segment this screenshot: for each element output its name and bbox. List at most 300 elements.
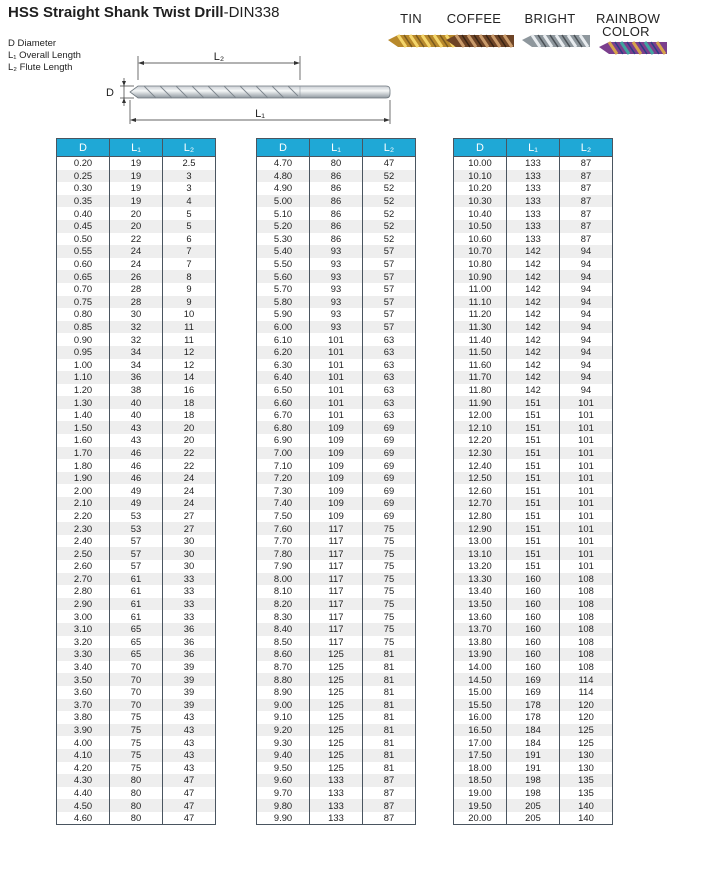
cell-overall-length: 117	[310, 610, 363, 623]
cell-flute-length: 20	[163, 421, 216, 434]
cell-overall-length: 133	[507, 182, 560, 195]
drill-diagram	[100, 50, 405, 130]
cell-flute-length: 101	[560, 472, 613, 485]
cell-flute-length: 43	[163, 749, 216, 762]
table-row	[57, 610, 216, 623]
cell-overall-length: 160	[507, 585, 560, 598]
cell-overall-length: 75	[110, 711, 163, 724]
cell-flute-length: 12	[163, 346, 216, 359]
cell-overall-length: 109	[310, 459, 363, 472]
cell-diameter: 9.90	[257, 812, 310, 825]
cell-overall-length: 65	[110, 623, 163, 636]
cell-diameter: 13.30	[454, 573, 507, 586]
cell-overall-length: 19	[110, 157, 163, 170]
table-row	[454, 736, 613, 749]
cell-diameter: 12.20	[454, 434, 507, 447]
cell-diameter: 10.70	[454, 245, 507, 258]
table-row	[454, 686, 613, 699]
table-row	[57, 359, 216, 372]
cell-diameter: 8.50	[257, 636, 310, 649]
cell-overall-length: 32	[110, 321, 163, 334]
cell-flute-length: 39	[163, 661, 216, 674]
cell-flute-length: 63	[363, 396, 416, 409]
cell-diameter: 5.50	[257, 258, 310, 271]
table-row	[454, 270, 613, 283]
cell-flute-length: 30	[163, 547, 216, 560]
cell-overall-length: 109	[310, 447, 363, 460]
cell-flute-length: 81	[363, 736, 416, 749]
table-row	[57, 535, 216, 548]
cell-flute-length: 12	[163, 359, 216, 372]
cell-overall-length: 86	[310, 195, 363, 208]
cell-diameter: 5.60	[257, 270, 310, 283]
table-row	[454, 195, 613, 208]
cell-overall-length: 133	[507, 170, 560, 183]
cell-diameter: 0.45	[57, 220, 110, 233]
table-row	[57, 787, 216, 800]
cell-diameter: 1.60	[57, 434, 110, 447]
label-l2: L₂	[213, 51, 225, 63]
header-l1: L₁	[507, 139, 560, 157]
cell-overall-length: 142	[507, 321, 560, 334]
cell-flute-length: 52	[363, 195, 416, 208]
table-row	[57, 497, 216, 510]
cell-diameter: 12.40	[454, 459, 507, 472]
table-row	[257, 359, 416, 372]
cell-overall-length: 86	[310, 182, 363, 195]
cell-overall-length: 133	[507, 207, 560, 220]
cell-diameter: 10.00	[454, 157, 507, 170]
table-row	[454, 799, 613, 812]
cell-diameter: 14.50	[454, 673, 507, 686]
table-row	[57, 573, 216, 586]
cell-diameter: 4.90	[257, 182, 310, 195]
cell-overall-length: 151	[507, 421, 560, 434]
cell-flute-length: 39	[163, 686, 216, 699]
cell-flute-length: 57	[363, 321, 416, 334]
cell-diameter: 18.00	[454, 762, 507, 775]
title-main: HSS Straight Shank Twist Drill	[8, 4, 224, 21]
cell-overall-length: 191	[507, 749, 560, 762]
table-row	[57, 409, 216, 422]
cell-diameter: 3.30	[57, 648, 110, 661]
cell-flute-length: 114	[560, 673, 613, 686]
label-l1: L₁	[255, 108, 265, 120]
cell-overall-length: 117	[310, 535, 363, 548]
cell-diameter: 5.80	[257, 296, 310, 309]
cell-diameter: 20.00	[454, 812, 507, 825]
header-d: D	[257, 139, 310, 157]
table-row	[57, 207, 216, 220]
cell-diameter: 0.85	[57, 321, 110, 334]
cell-flute-length: 81	[363, 711, 416, 724]
cell-flute-length: 20	[163, 434, 216, 447]
cell-overall-length: 101	[310, 384, 363, 397]
table-row	[57, 749, 216, 762]
cell-flute-length: 63	[363, 384, 416, 397]
cell-flute-length: 101	[560, 447, 613, 460]
cell-overall-length: 160	[507, 648, 560, 661]
table-row	[257, 321, 416, 334]
table-row	[257, 484, 416, 497]
finish-bright-label: BRIGHT	[524, 11, 576, 26]
table-row	[57, 195, 216, 208]
cell-diameter: 7.20	[257, 472, 310, 485]
cell-overall-length: 133	[310, 787, 363, 800]
table-row	[57, 484, 216, 497]
table-row	[57, 258, 216, 271]
cell-overall-length: 142	[507, 333, 560, 346]
cell-overall-length: 117	[310, 598, 363, 611]
cell-diameter: 4.20	[57, 762, 110, 775]
cell-diameter: 6.80	[257, 421, 310, 434]
table-row	[57, 459, 216, 472]
cell-flute-length: 69	[363, 421, 416, 434]
cell-flute-length: 33	[163, 585, 216, 598]
cell-flute-length: 94	[560, 359, 613, 372]
cell-diameter: 3.90	[57, 724, 110, 737]
cell-diameter: 13.50	[454, 598, 507, 611]
cell-overall-length: 133	[310, 812, 363, 825]
cell-overall-length: 117	[310, 623, 363, 636]
cell-diameter: 6.40	[257, 371, 310, 384]
table-row	[257, 673, 416, 686]
cell-overall-length: 169	[507, 686, 560, 699]
cell-diameter: 3.50	[57, 673, 110, 686]
cell-diameter: 4.80	[257, 170, 310, 183]
cell-overall-length: 61	[110, 573, 163, 586]
cell-flute-length: 108	[560, 585, 613, 598]
cell-flute-length: 87	[560, 220, 613, 233]
cell-flute-length: 87	[363, 799, 416, 812]
table-row	[454, 258, 613, 271]
table-row	[257, 699, 416, 712]
cell-flute-length: 69	[363, 459, 416, 472]
cell-diameter: 13.90	[454, 648, 507, 661]
header-l2: L₂	[560, 139, 613, 157]
cell-overall-length: 80	[310, 157, 363, 170]
cell-flute-length: 11	[163, 333, 216, 346]
table-row	[257, 736, 416, 749]
header-l2: L₂	[163, 139, 216, 157]
cell-diameter: 1.90	[57, 472, 110, 485]
cell-diameter: 12.30	[454, 447, 507, 460]
cell-flute-length: 22	[163, 447, 216, 460]
cell-flute-length: 135	[560, 774, 613, 787]
table-row	[57, 447, 216, 460]
table-row	[454, 535, 613, 548]
cell-overall-length: 133	[507, 157, 560, 170]
table-row	[257, 510, 416, 523]
cell-flute-length: 101	[560, 484, 613, 497]
table-row	[454, 547, 613, 560]
finish-rainbow	[596, 12, 670, 58]
cell-flute-length: 94	[560, 296, 613, 309]
cell-diameter: 2.00	[57, 484, 110, 497]
cell-diameter: 10.30	[454, 195, 507, 208]
cell-overall-length: 70	[110, 661, 163, 674]
table-row	[454, 245, 613, 258]
table-row	[57, 636, 216, 649]
cell-flute-length: 33	[163, 610, 216, 623]
cell-overall-length: 142	[507, 359, 560, 372]
cell-flute-length: 8	[163, 270, 216, 283]
table-row	[257, 812, 416, 825]
cell-flute-length: 75	[363, 623, 416, 636]
cell-overall-length: 75	[110, 749, 163, 762]
cell-diameter: 1.40	[57, 409, 110, 422]
cell-flute-length: 57	[363, 258, 416, 271]
table-row	[454, 333, 613, 346]
table-row	[257, 610, 416, 623]
cell-diameter: 8.80	[257, 673, 310, 686]
cell-diameter: 13.60	[454, 610, 507, 623]
table-row	[454, 308, 613, 321]
cell-flute-length: 18	[163, 396, 216, 409]
cell-flute-length: 101	[560, 522, 613, 535]
table-row	[454, 321, 613, 334]
table-row	[257, 245, 416, 258]
table-row	[57, 673, 216, 686]
cell-diameter: 1.20	[57, 384, 110, 397]
cell-overall-length: 205	[507, 799, 560, 812]
table-row	[454, 346, 613, 359]
cell-overall-length: 80	[110, 799, 163, 812]
cell-diameter: 11.10	[454, 296, 507, 309]
cell-diameter: 3.80	[57, 711, 110, 724]
cell-flute-length: 87	[363, 787, 416, 800]
cell-overall-length: 61	[110, 598, 163, 611]
table-row	[454, 711, 613, 724]
cell-diameter: 9.80	[257, 799, 310, 812]
cell-diameter: 8.40	[257, 623, 310, 636]
table-row	[57, 384, 216, 397]
table-row	[257, 459, 416, 472]
cell-overall-length: 160	[507, 598, 560, 611]
table-row	[57, 283, 216, 296]
cell-flute-length: 63	[363, 333, 416, 346]
table-row	[257, 182, 416, 195]
cell-flute-length: 75	[363, 547, 416, 560]
cell-flute-length: 52	[363, 233, 416, 246]
table-row	[257, 308, 416, 321]
cell-flute-length: 36	[163, 648, 216, 661]
cell-diameter: 9.60	[257, 774, 310, 787]
table-row	[257, 296, 416, 309]
cell-overall-length: 65	[110, 636, 163, 649]
cell-overall-length: 142	[507, 270, 560, 283]
cell-overall-length: 61	[110, 585, 163, 598]
cell-overall-length: 20	[110, 207, 163, 220]
cell-overall-length: 34	[110, 346, 163, 359]
header-d: D	[454, 139, 507, 157]
cell-overall-length: 142	[507, 283, 560, 296]
cell-diameter: 11.40	[454, 333, 507, 346]
cell-flute-length: 57	[363, 245, 416, 258]
cell-flute-length: 30	[163, 560, 216, 573]
cell-diameter: 2.30	[57, 522, 110, 535]
cell-overall-length: 40	[110, 396, 163, 409]
cell-flute-length: 140	[560, 812, 613, 825]
table-row	[454, 598, 613, 611]
cell-overall-length: 40	[110, 409, 163, 422]
cell-overall-length: 101	[310, 396, 363, 409]
cell-diameter: 1.10	[57, 371, 110, 384]
cell-overall-length: 19	[110, 182, 163, 195]
cell-overall-length: 151	[507, 447, 560, 460]
cell-flute-length: 87	[560, 195, 613, 208]
cell-flute-length: 94	[560, 346, 613, 359]
table-row	[454, 434, 613, 447]
table-row	[454, 371, 613, 384]
cell-flute-length: 81	[363, 661, 416, 674]
cell-overall-length: 151	[507, 510, 560, 523]
table-row	[454, 220, 613, 233]
cell-overall-length: 125	[310, 661, 363, 674]
cell-diameter: 13.40	[454, 585, 507, 598]
table-row	[57, 736, 216, 749]
cell-overall-length: 101	[310, 371, 363, 384]
table-row	[257, 522, 416, 535]
cell-overall-length: 28	[110, 296, 163, 309]
table-header-row	[57, 139, 216, 157]
table-row	[257, 724, 416, 737]
cell-overall-length: 151	[507, 522, 560, 535]
cell-overall-length: 101	[310, 359, 363, 372]
cell-diameter: 4.10	[57, 749, 110, 762]
table-row	[257, 270, 416, 283]
table-row	[57, 233, 216, 246]
cell-overall-length: 70	[110, 673, 163, 686]
cell-flute-length: 63	[363, 371, 416, 384]
cell-flute-length: 81	[363, 699, 416, 712]
cell-flute-length: 81	[363, 686, 416, 699]
table-row	[257, 421, 416, 434]
table-row	[257, 799, 416, 812]
cell-overall-length: 125	[310, 762, 363, 775]
cell-overall-length: 133	[507, 195, 560, 208]
table-row	[454, 724, 613, 737]
cell-diameter: 12.90	[454, 522, 507, 535]
cell-flute-length: 87	[560, 157, 613, 170]
cell-diameter: 0.65	[57, 270, 110, 283]
table-row	[257, 472, 416, 485]
table-row	[454, 787, 613, 800]
cell-overall-length: 109	[310, 484, 363, 497]
cell-flute-length: 87	[560, 207, 613, 220]
cell-flute-length: 43	[163, 736, 216, 749]
cell-flute-length: 108	[560, 648, 613, 661]
cell-diameter: 10.90	[454, 270, 507, 283]
cell-flute-length: 16	[163, 384, 216, 397]
cell-diameter: 6.60	[257, 396, 310, 409]
cell-flute-length: 120	[560, 711, 613, 724]
table-row	[454, 812, 613, 825]
table-row	[257, 573, 416, 586]
table-row	[57, 510, 216, 523]
table-row	[454, 610, 613, 623]
cell-flute-length: 101	[560, 497, 613, 510]
table-row	[57, 296, 216, 309]
cell-flute-length: 24	[163, 484, 216, 497]
cell-diameter: 11.80	[454, 384, 507, 397]
table-row	[257, 711, 416, 724]
cell-flute-length: 24	[163, 497, 216, 510]
cell-diameter: 15.00	[454, 686, 507, 699]
table-row	[57, 560, 216, 573]
cell-overall-length: 61	[110, 610, 163, 623]
cell-overall-length: 169	[507, 673, 560, 686]
cell-overall-length: 151	[507, 409, 560, 422]
table-row	[454, 573, 613, 586]
cell-overall-length: 86	[310, 207, 363, 220]
cell-flute-length: 101	[560, 547, 613, 560]
table-row	[57, 472, 216, 485]
cell-overall-length: 160	[507, 661, 560, 674]
table-row	[454, 472, 613, 485]
cell-diameter: 0.50	[57, 233, 110, 246]
cell-flute-length: 75	[363, 636, 416, 649]
cell-flute-length: 57	[363, 296, 416, 309]
table-row	[454, 157, 613, 170]
table-row	[57, 598, 216, 611]
cell-diameter: 5.20	[257, 220, 310, 233]
cell-overall-length: 93	[310, 296, 363, 309]
cell-flute-length: 14	[163, 371, 216, 384]
cell-overall-length: 133	[507, 220, 560, 233]
table-row	[257, 384, 416, 397]
cell-diameter: 7.30	[257, 484, 310, 497]
drill-bit-coffee-icon	[444, 31, 516, 51]
cell-overall-length: 49	[110, 484, 163, 497]
cell-flute-length: 9	[163, 283, 216, 296]
cell-diameter: 19.50	[454, 799, 507, 812]
finish-tin-label: TIN	[400, 11, 422, 26]
table-row	[257, 233, 416, 246]
cell-overall-length: 151	[507, 434, 560, 447]
cell-diameter: 3.40	[57, 661, 110, 674]
cell-diameter: 6.50	[257, 384, 310, 397]
cell-flute-length: 47	[163, 812, 216, 825]
table-row	[454, 560, 613, 573]
cell-flute-length: 101	[560, 396, 613, 409]
cell-overall-length: 142	[507, 308, 560, 321]
cell-diameter: 10.10	[454, 170, 507, 183]
legend-overall-length: L₁ Overall Length	[8, 50, 81, 61]
cell-diameter: 2.60	[57, 560, 110, 573]
table-row	[57, 686, 216, 699]
cell-overall-length: 125	[310, 686, 363, 699]
cell-diameter: 13.20	[454, 560, 507, 573]
cell-flute-length: 81	[363, 724, 416, 737]
cell-overall-length: 109	[310, 434, 363, 447]
cell-flute-length: 101	[560, 409, 613, 422]
spec-table-3	[453, 138, 613, 825]
table-row	[257, 195, 416, 208]
cell-flute-length: 75	[363, 573, 416, 586]
cell-flute-length: 81	[363, 673, 416, 686]
table-row	[57, 623, 216, 636]
drill-bit-rainbow-icon	[597, 38, 669, 58]
cell-flute-length: 39	[163, 699, 216, 712]
cell-diameter: 17.50	[454, 749, 507, 762]
cell-diameter: 0.70	[57, 283, 110, 296]
cell-flute-length: 52	[363, 207, 416, 220]
cell-flute-length: 52	[363, 220, 416, 233]
cell-diameter: 7.60	[257, 522, 310, 535]
cell-flute-length: 94	[560, 371, 613, 384]
cell-diameter: 3.00	[57, 610, 110, 623]
